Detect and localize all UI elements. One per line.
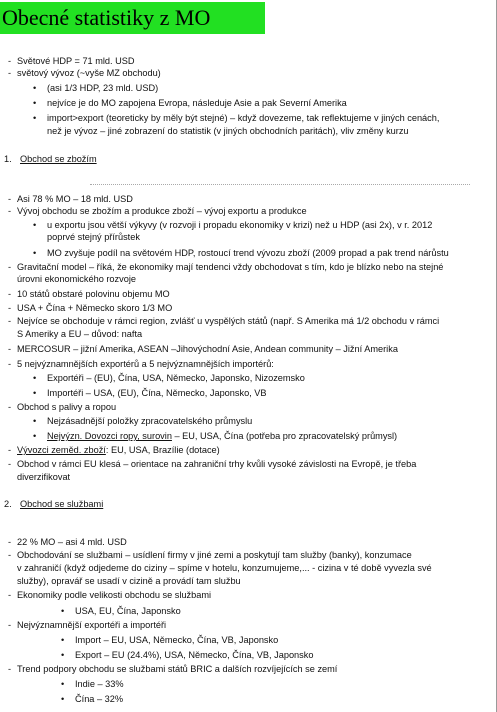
s2-bullet-import: • Import – EU, USA, Německo, Čína, VB, Japonsko: [75, 634, 278, 646]
s1-bullet-oil-importers: [47, 430, 397, 442]
section-1-number: 1.: [4, 154, 12, 164]
section-1-heading: [4, 153, 97, 165]
s1-bullet-hdp-share: • MO zvyšuje podíl na světovém HDP, rostoucí trend vývozu zboží (2009 propad a pak trend nárůstu: [47, 247, 449, 259]
section-2-heading: [4, 498, 103, 510]
s1-oil-importers-list: – EU, USA, Čína (potřeba pro zpracovatelský průmysl): [171, 431, 398, 441]
s1-line-10-states: - 10 států obstaré polovinu objemu MO: [17, 288, 170, 300]
s1-line-fuels: - Obchod s palivy a ropou: [17, 401, 116, 413]
s2-line-services-c: služby), opravář se usadí v cizině a provádí tam službu: [17, 576, 241, 586]
section-2-title: Obchod se službami: [20, 499, 104, 509]
s1-bullet-exporters: • Exportéři – (EU), Čína, USA, Německo, Japonsko, Nizozemsko: [47, 372, 305, 384]
s1-line-share: - Asi 78 % MO – 18 mld. USD: [17, 193, 133, 205]
s2-bullet-export: • Export – EU (24.4%), USA, Německo, Čína, VB, Japonsko: [75, 649, 313, 661]
s1-line-region-b: S Ameriky a EU – důvod: nafta: [17, 329, 143, 339]
s2-line-top-traders: - Nejvýznamnější exportéři a importéři: [17, 619, 166, 631]
s1-oil-importers-label: Nejvýzn. Dovozci ropy, surovin: [47, 431, 172, 441]
s1-line-eu-trade-b: diverzifikovat: [17, 472, 71, 482]
section-2-number: 2.: [4, 499, 12, 509]
section-1-title: Obchod se zbožím: [20, 154, 97, 164]
s2-bullet-china: • Čína – 32%: [75, 693, 123, 705]
s2-line-bric: - Trend podpory obchodu se službami států BRIC a dalších rozvíjejících se zemí: [17, 663, 337, 675]
intro-bullet-1: • (asi 1/3 HDP, 23 mld. USD): [47, 82, 158, 94]
s2-line-economies: - Ekonomiky podle velikosti obchodu se službami: [17, 589, 211, 601]
s2-bullet-india: • Indie – 33%: [75, 678, 124, 690]
s1-bullet-key-items: • Nejzásadnější položky zpracovatelského průmyslu: [47, 415, 252, 427]
s1-line-agri-exporters: [17, 444, 220, 456]
s1-bullet-export-b: poprvé stejný přírůstek: [47, 232, 140, 242]
page-title: Obecné statistiky z MO: [0, 2, 265, 34]
s1-line-eu-trade-a: - Obchod v rámci EU klesá – orientace na zahraniční trhy kvůli vysoké závislosti na Evropě, je třeba: [17, 458, 495, 470]
scan-artifact-dots: [90, 184, 470, 187]
s1-line-usa-china: - USA + Čína + Německo skoro 1/3 MO: [17, 302, 172, 314]
s2-line-share: - 22 % MO – asi 4 mld. USD: [17, 536, 127, 548]
s1-line-mercosur: - MERCOSUR – jižní Amerika, ASEAN –Jihovýchodní Asie, Andean community – Jižní Amerika: [17, 343, 398, 355]
s1-agri-list: : EU, USA, Brazílie (dotace): [105, 445, 220, 455]
s1-bullet-importers: • Importéři – USA, (EU), Čína, Německo, Japonsko, VB: [47, 387, 267, 399]
s1-agri-label: Vývozci zeměd. zboží: [17, 445, 106, 455]
s1-line-region-a: - Nejvíce se obchoduje v rámci region, zvlášť u vyspělých států (např. S Amerika má 1/2 obchodu v rámci: [17, 315, 439, 327]
s1-line-gravity-a: - Gravitační model – říká, že ekonomiky mají tendenci vždy obchodovat s tím, kdo je blízko nebo na stejné: [17, 261, 443, 273]
s1-line-gravity-b: úrovni ekonomického rozvoje: [17, 274, 136, 284]
s2-line-services-a: - Obchodování se službami – usídlení firmy v jiné zemi a poskytují tam služby (banky), konzumace: [17, 549, 495, 561]
intro-export-line: - světový vývoz (~vyše MZ obchodu): [17, 67, 161, 79]
s1-line-top5: - 5 nejvýznamnějších exportérů a 5 nejvýznamnějších importérů:: [17, 358, 274, 370]
intro-bullet-3b: než je vývoz – jiné zobrazení do statistik (v jiných obchodních paritách), vliv změny kurzu: [47, 126, 409, 136]
intro-bullet-3a: • import>export (teoreticky by měly být stejné) – když dovezeme, tak reflektujeme v jiných cenách,: [47, 112, 439, 124]
s2-bullet-economies: • USA, EU, Čína, Japonsko: [75, 605, 181, 617]
s2-line-services-b: v zahraničí (když odjedeme do ciziny – spíme v hotelu, konzumujeme,... - cizina v té době vyvezla své: [17, 563, 432, 573]
s1-bullet-export-a: • u exportu jsou větší výkyvy (v rozvoji i propadu ekonomiky v krizi) než u HDP (asi 2x), v r. 2012: [47, 219, 495, 231]
s1-line-dev: - Vývoj obchodu se zbožím a produkce zboží – vývoj exportu a produkce: [17, 205, 307, 217]
intro-hdp-line: - Světové HDP = 71 mld. USD: [17, 55, 135, 67]
intro-bullet-2: • nejvíce je do MO zapojena Evropa, následuje Asie a pak Severní Amerika: [47, 97, 347, 109]
